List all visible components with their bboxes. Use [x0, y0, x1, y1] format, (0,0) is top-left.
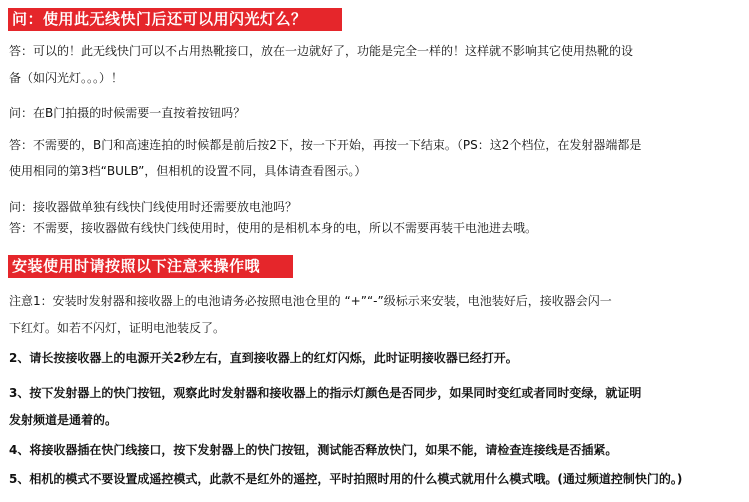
- note-3-line-2: 发射频道是通着的。: [9, 413, 118, 427]
- note-5: 5、相机的模式不要设置成遥控模式，此款不是红外的遥控，平时拍照时用的什么模式就用什么模式哦。(通过频道控制快门的。): [9, 472, 683, 486]
- notes-heading-text: 安装使用时请按照以下注意来操作哦: [12, 257, 261, 275]
- answer-3: 答：不需要，接收器做有线快门线使用时，使用的是相机本身的电，所以不需要再装干电池进去哦。: [9, 221, 538, 235]
- note-1-line-2: 下红灯。如若不闪灯，证明电池装反了。: [9, 321, 226, 335]
- note-2: 2、请长按接收器上的电源开关2秒左右，直到接收器上的红灯闪烁，此时证明接收器已经打开。: [9, 351, 518, 365]
- note-4: 4、将接收器插在快门线接口，按下发射器上的快门按钮，测试能否释放快门，如果不能，请检查连接线是否插紧。: [9, 443, 618, 457]
- note-3-line-1: 3、按下发射器上的快门按钮，观察此时发射器和接收器上的指示灯颜色是否同步，如果同时变红或者同时变绿，就证明: [9, 386, 642, 400]
- notes-heading-banner: [8, 255, 293, 278]
- qa-heading-text: 问：使用此无线快门后还可以用闪光灯么？: [12, 10, 307, 28]
- answer-1-line-2: 备（如闪光灯。。。）！: [9, 71, 124, 85]
- note-1-line-1: 注意1：安装时发射器和接收器上的电池请务必按照电池仓里的 “+”“-”级标示来安装，电池装好后，接收器会闪一: [9, 294, 612, 308]
- answer-2-line-1: 答：不需要的，B门和高速连拍的时候都是前后按2下，按一下开始，再按一下结束。（PS：这2个档位，在发射器端都是: [9, 138, 642, 152]
- question-3: 问：接收器做单独有线快门线使用时还需要放电池吗？: [9, 200, 298, 214]
- qa-heading-banner: [8, 8, 342, 31]
- answer-2-line-2: 使用相同的第3档“BULB”，但相机的设置不同，具体请查看图示。）: [9, 164, 367, 178]
- question-2: 问：在B门拍摄的时候需要一直按着按钮吗？: [9, 106, 246, 120]
- answer-1-line-1: 答：可以的！此无线快门可以不占用热靴接口，放在一边就好了，功能是完全一样的！这样就不影响其它使用热靴的设: [9, 44, 634, 58]
